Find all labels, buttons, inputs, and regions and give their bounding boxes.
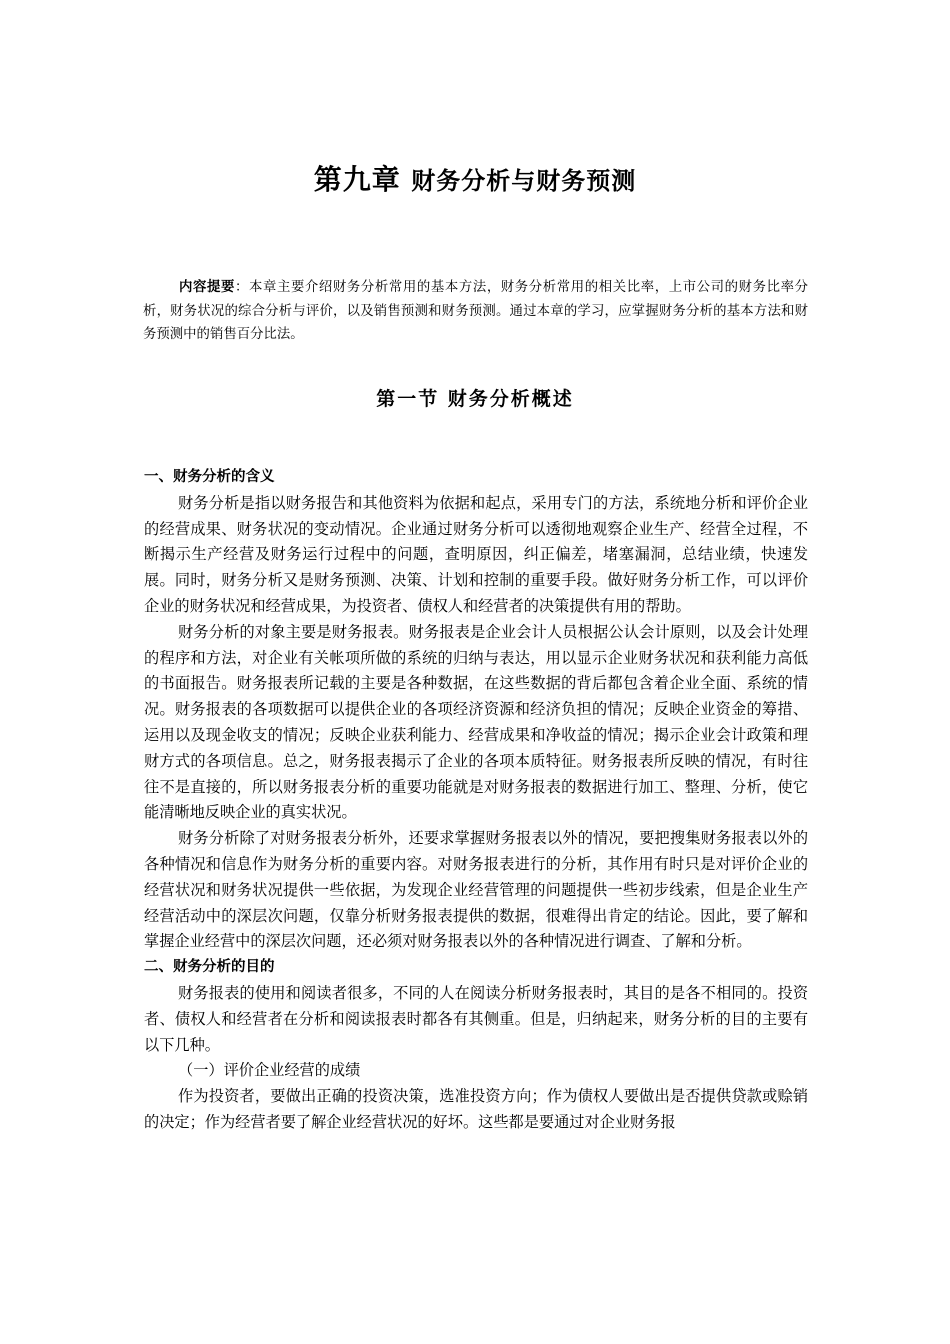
paragraph: 作为投资者，要做出正确的投资决策，选准投资方向；作为债权人要做出是否提供贷款或赊销的决定；作为经营者要了解企业经营状况的好坏。这些都是要通过对企业财务报: [144, 1087, 808, 1131]
chapter-number: 第九章: [313, 163, 401, 196]
body-content: [144, 465, 808, 1136]
chapter-title: [0, 160, 950, 201]
heading-meaning: 一、财务分析的含义: [144, 469, 275, 485]
chapter-abstract: [143, 276, 808, 347]
abstract-text: 本章主要介绍财务分析常用的基本方法，财务分析常用的相关比率，上市公司的财务比率分析，财务状况的综合分析与评价，以及销售预测和财务预测。通过本章的学习，应掌握财务分析的基本方法和财务预测中的销售百分比法。: [143, 280, 809, 342]
subheading-evaluate: （一）评价企业经营的成绩: [178, 1061, 361, 1080]
paragraph: 财务分析是指以财务报告和其他资料为依据和起点，采用专门的方法，系统地分析和评价企业的经营成果、财务状况的变动情况。企业通过财务分析可以透彻地观察企业生产、经营全过程，不断揭示生产经营及财务运行过程中的问题，查明原因，纠正偏差，堵塞漏洞，总结业绩，快速发展。同时，财务分析又是财务预测、决策、计划和控制的重要手段。做好财务分析工作，可以评价企业的财务状况和经营成果，为投资者、债权人和经营者的决策提供有用的帮助。: [144, 493, 808, 615]
heading-purpose: 二、财务分析的目的: [144, 959, 275, 976]
abstract-colon: ：: [234, 280, 249, 295]
abstract-label: 内容提要: [179, 280, 235, 295]
chapter-name: 财务分析与财务预测: [411, 167, 637, 195]
paragraph: 财务报表的使用和阅读者很多，不同的人在阅读分析财务报表时，其目的是各不相同的。投资者、债权人和经营者在分析和阅读报表时都各有其侧重。但是，归纳起来，财务分析的目的主要有以下几种。: [144, 983, 808, 1054]
paragraph: 财务分析除了对财务报表分析外，还要求掌握财务报表以外的情况，要把搜集财务报表以外的各种情况和信息作为财务分析的重要内容。对财务报表进行的分析，其作用有时只是对评价企业的经营状况和财务状况提供一些依据，为发现企业经营管理的问题提供一些初步线索，但是企业生产经营活动中的深层次问题，仅靠分析财务报表提供的数据，很难得出肯定的结论。因此，要了解和掌握企业经营中的深层次问题，还必须对财务报表以外的各种情况进行调查、了解和分析。: [144, 829, 808, 951]
section-title: 第一节 财务分析概述: [376, 388, 574, 410]
paragraph: 财务分析的对象主要是财务报表。财务报表是企业会计人员根据公认会计原则，以及会计处理的程序和方法，对企业有关帐项所做的系统的归纳与表达，用以显示企业财务状况和获利能力高低的书面报告。财务报表所记载的主要是各种数据，在这些数据的背后都包含着企业全面、系统的情况。财务报表的各项数据可以提供企业的各项经济资源和经济负担的情况；反映企业资金的筹措、运用以及现金收支的情况；反映企业获利能力、经营成果和净收益的情况；揭示企业会计政策和理财方式的各项信息。总之，财务报表揭示了企业的各项本质特征。财务报表所反映的情况，有时往往不是直接的，所以财务报表分析的重要功能就是对财务报表的数据进行加工、整理、分析，使它能清晰地反映企业的真实状况。: [144, 622, 808, 822]
